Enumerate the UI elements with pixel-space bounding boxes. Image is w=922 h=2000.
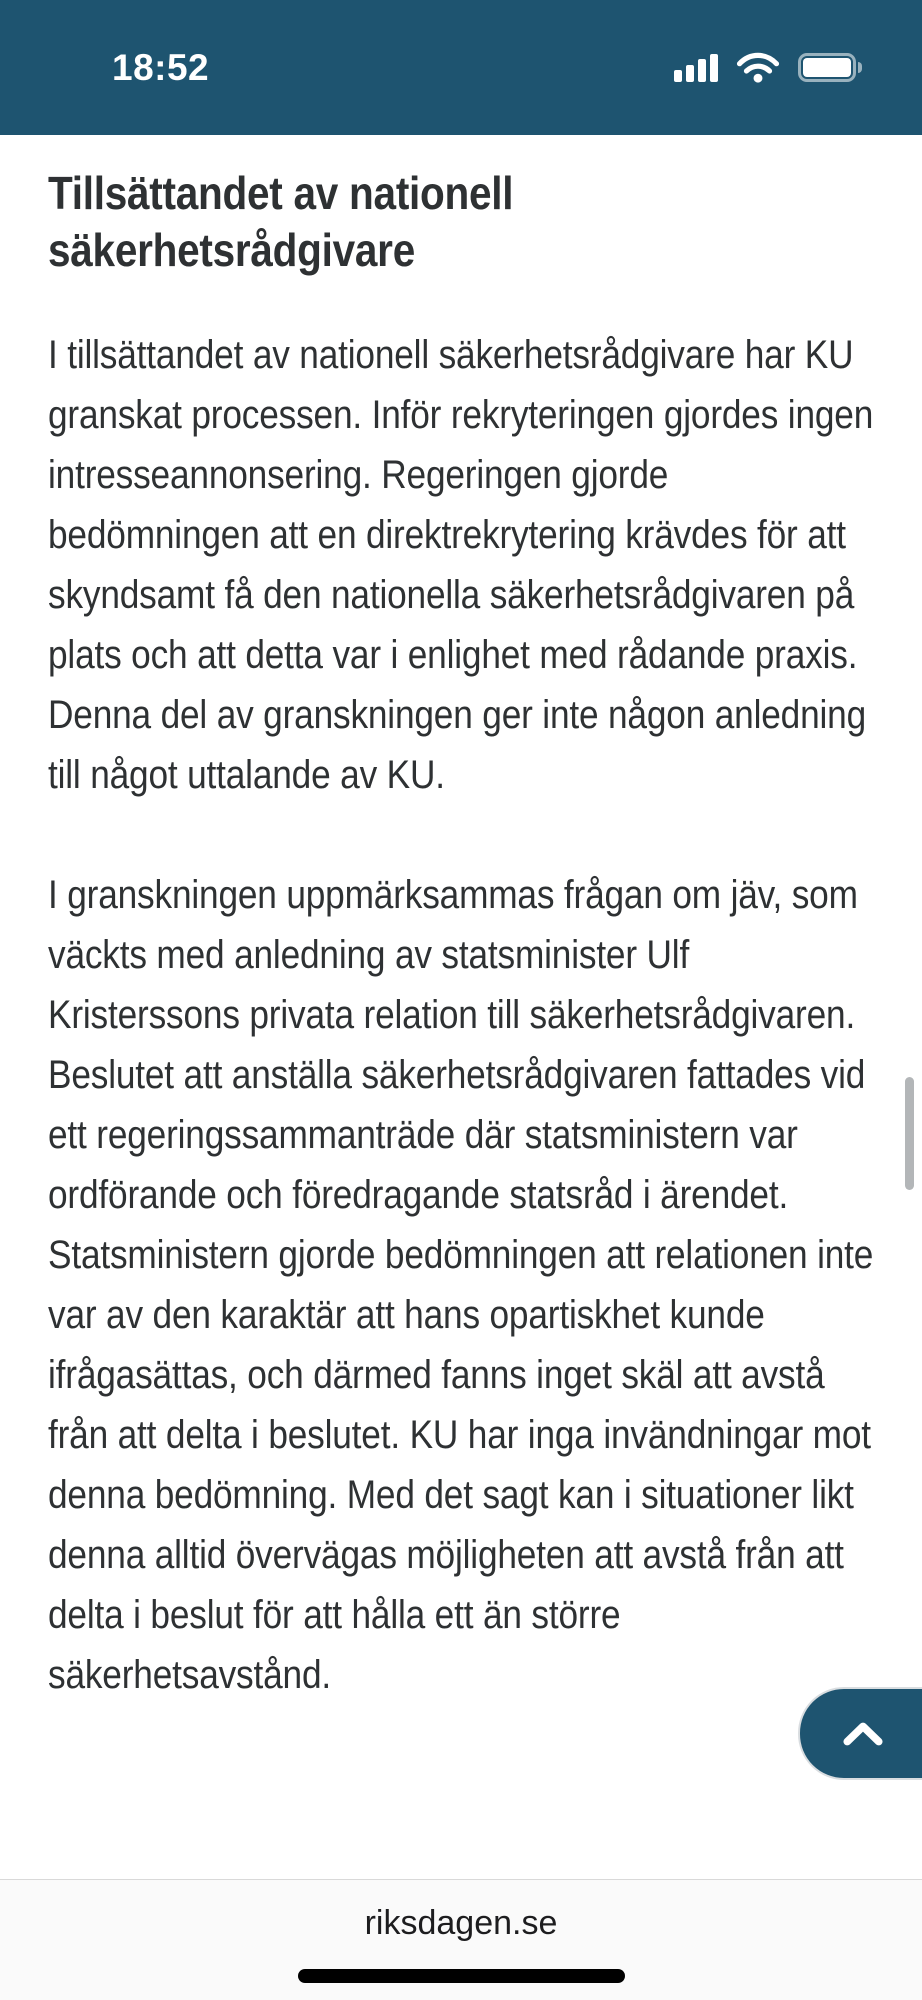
browser-bottom-bar[interactable] [0,1879,922,2000]
status-icons [674,52,862,84]
scrollbar-thumb[interactable] [905,1077,914,1190]
scroll-to-top-button[interactable] [798,1687,922,1780]
battery-icon [798,53,862,82]
article-heading: Tillsättandet av nationell säkerhetsrådgivare [48,167,514,276]
article-paragraph-2: I granskningen uppmärksammas frågan om jäv, som väckts med anledning av statsminister Ulf Kristerssons privata relation till säkerhetsrådgivaren. Beslutet att anställa säkerhetsrådgivaren fattades vid ett regeringssammanträde där statsministern var ordförande och föredragande statsråd i ärendet. Statsministern gjorde bedömningen att relationen inte var av den karaktär att hans opartiskhet kunde ifrågasättas, och därmed fanns inget skäl att avstå från att delta i beslutet. KU har inga invändningar mot denna bedömning. Med det sagt kan i situationer likt denna alltid övervägas möjligheten att avstå från att delta i beslut för att hålla ett än större säkerhetsavstånd. [48,873,874,1697]
cellular-signal-icon [674,54,718,82]
article-content [0,135,922,1879]
wifi-icon [736,52,780,84]
article-paragraph-1: I tillsättandet av nationell säkerhetsrådgivare har KU granskat processen. Inför rekryteringen gjordes ingen intresseannonsering. Regeringen gjorde bedömningen att en direktrekrytering krävdes för att skyndsamt få den nationella säkerhetsrådgivaren på plats och att detta var i enlighet med rådande praxis. Denna del av granskningen ger inte någon anledning till något uttalande av KU. [48,333,874,797]
status-bar [0,0,922,135]
url-label[interactable]: riksdagen.se [364,1904,558,1942]
battery-level [803,58,851,77]
chevron-up-icon [842,1721,884,1747]
home-indicator[interactable] [298,1969,625,1983]
status-time: 18:52 [112,46,210,88]
